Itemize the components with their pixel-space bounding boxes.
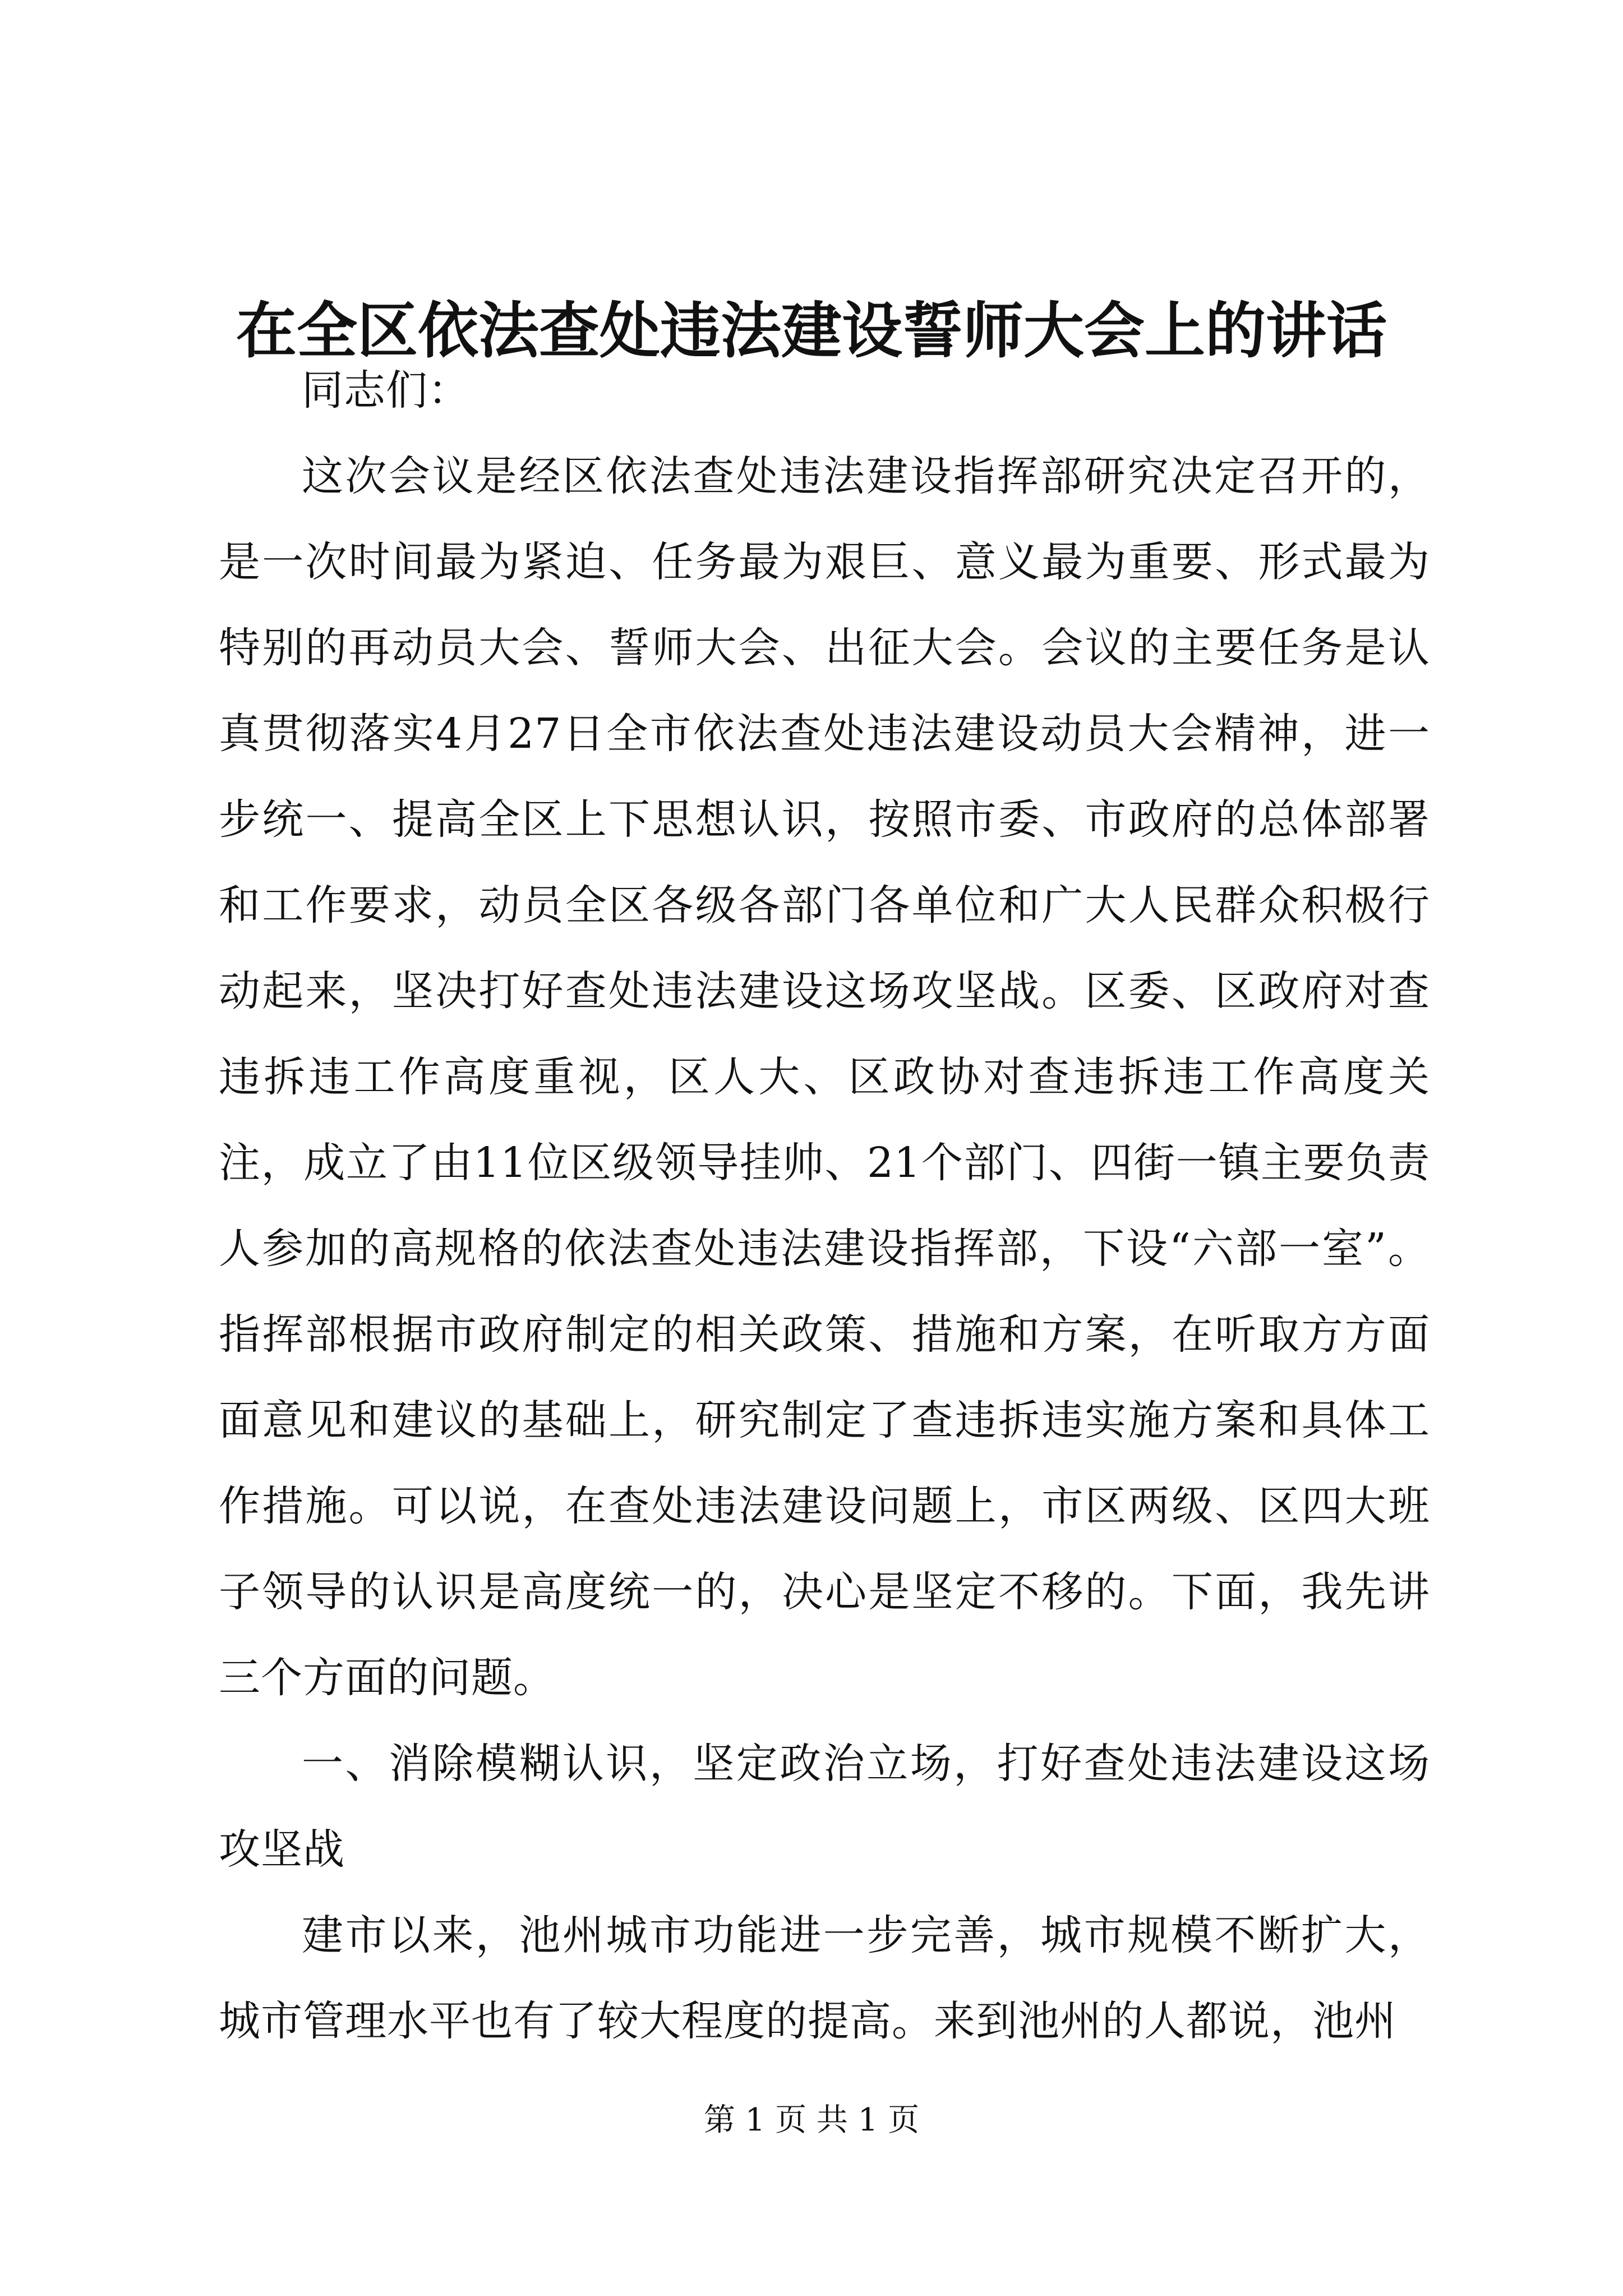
- document-title: 在全区依法查处违法建设誓师大会上的讲话: [236, 296, 1387, 366]
- page-footer: 第 1 页 共 1 页: [703, 2102, 920, 2138]
- section-paragraph: 建市以来，池州城市功能进一步完善，城市规模不断扩大，城市管理水平也有了较大程度的提高。来到池州的人都说，池州: [219, 1911, 1430, 2045]
- section-heading: 一、消除模糊认识，坚定政治立场，打好查处违法建设这场攻坚战: [219, 1740, 1430, 1874]
- body-paragraph: 这次会议是经区依法查处违法建设指挥部研究决定召开的，是一次时间最为紧迫、任务最为艰巨、意义最为重要、形式最为特别的再动员大会、誓师大会、出征大会。会议的主要任务是认真贯彻落实4月27日全市依法查处违法建设动员大会精神，进一步统一、提高全区上下思想认识，按照市委、市政府的总体部署和工作要求，动员全区各级各部门各单位和广大人民群众积极行动起来，坚决打好查处违法建设这场攻坚战。区委、区政府对查违拆违工作高度重视，区人大、区政协对查违拆违工作高度关注，成立了由11位区级领导挂帅、21个部门、四街一镇主要负责人参加的高规格的依法查处违法建设指挥部，下设“六部一室”。指挥部根据市政府制定的相关政策、措施和方案，在听取方方面面意见和建议的基础上，研究制定了查违拆违实施方案和具体工作措施。可以说，在查处违法建设问题上，市区两级、区四大班子领导的认识是高度统一的，决心是坚定不移的。下面，我先讲三个方面的问题。: [219, 452, 1430, 1702]
- document-body: [219, 348, 1430, 2064]
- salutation: 同志们：: [302, 366, 470, 415]
